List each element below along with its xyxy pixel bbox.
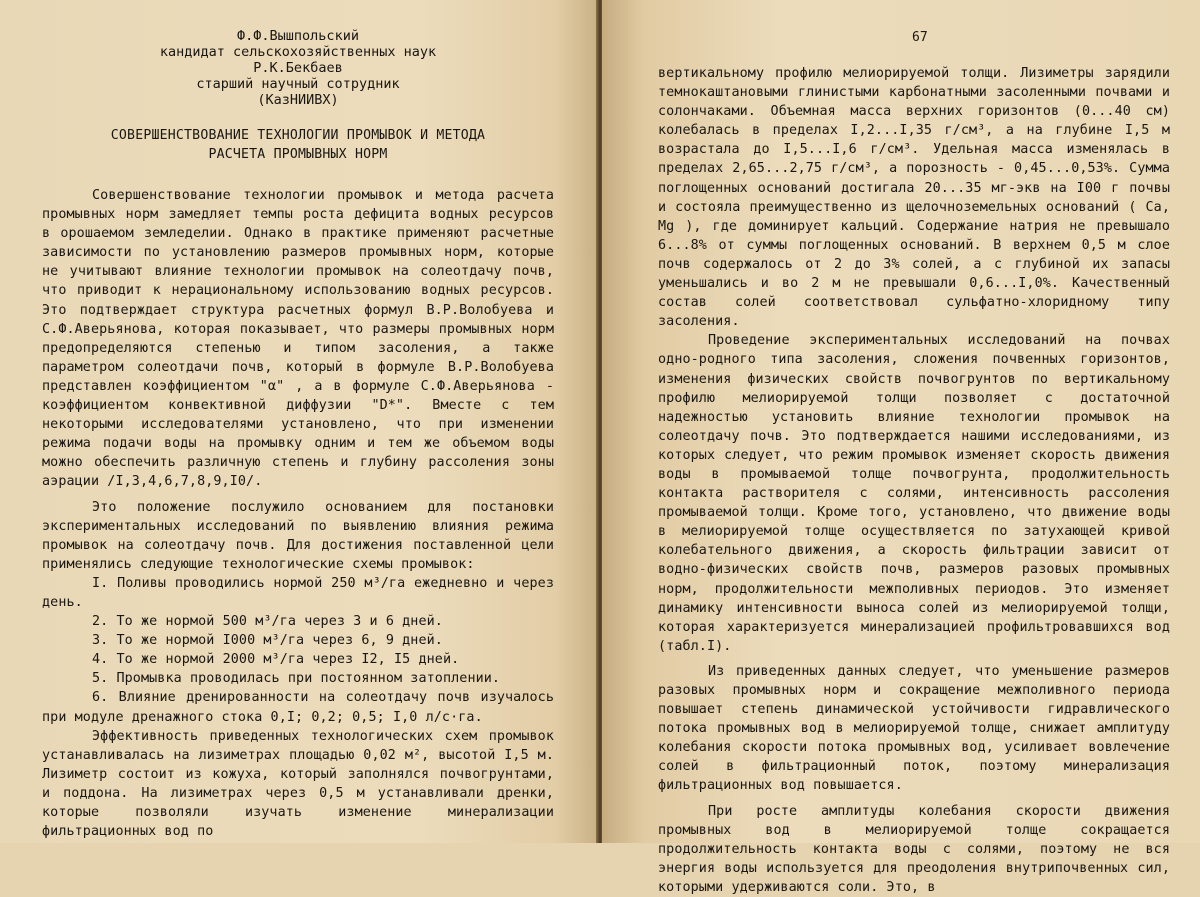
left-paragraph-2: Это положение послужило основанием для постановки экспериментальных исследований по выявлению влияния режима промывок на солеотдачу почв. Для достижения поставленной цели применялись следующие технологические схемы промывок: (42, 499, 554, 572)
author1-name: Ф.Ф.Вышпольский (237, 28, 359, 44)
list-item-6: 6. Влияние дренированности на солеотдачу почв изучалось при модуле дренажного стока 0,I; 0,2; 0,5; I,0 л/с·га. (42, 690, 554, 725)
left-paragraph-3: Эффективность приведенных технологических схем промывок устанавливалась на лизиметрах площадью 0,02 м², высотой I,5 м. Лизиметр состоит из кожуха, который заполнялся почвогрунтами, и поддона. На лизиметрах через 0,5 м устанавливали дренки, которые позволяли изучать изменение минерализации фильтрационных вод по (42, 728, 554, 840)
title-line-1: СОВЕРШЕНСТВОВАНИЕ ТЕХНОЛОГИИ ПРОМЫВОК И МЕТОДА (110, 128, 486, 143)
list-item-3: 3. То же нормой I000 м³/га через 6, 9 дней. (92, 633, 443, 649)
author1-title: кандидат сельскохозяйственных наук (159, 44, 437, 60)
author2-org: (КазНИИВХ) (257, 92, 339, 108)
list-item-1: I. Поливы проводились нормой 250 м³/га ежедневно и через день. (42, 575, 554, 610)
right-paragraph-2: Проведение экспериментальных исследований на почвах одно-родного типа засоления, сложения почвенных горизонтов, изменения физических свойств почвогрунтов по вертикальному профилю мелиорируемой толщи позволяет с достаточной надежностью установить влияние технологии промывок на солеотдачу почв. Это подтверждается нашими исследованиями, из которых следует, что режим промывок изменяет скорость движения воды в промываемой толще почвогрунта, продолжительность контакта растворителя с солями, интенсивность рассоления промываемой толщи. Кроме того, установлено, что движение воды в мелиорируемой толще осуществляется по затухающей кривой колебательного движения, а скорость фильтрации зависит от водно-физических свойств почв, размеров разовых промывных норм, продолжительности межполивных периодов. Это изменяет динамику интенсивности выноса солей из мелиорируемой толщи, которая характеризуется минерализацией профильтровавшихся вод (табл.I). (658, 333, 1170, 654)
right-paragraph-1: вертикальному профилю мелиорируемой толщи. Лизиметры зарядили темнокаштановыми глинистыми карбонатными засоленными почвами и солончаками. Объемная масса верхних горизонтов (0...40 см) колебалась в пределах I,2...I,35 г/см³, а на глубине I,5 м возрастала до I,5...I,6 г/см³. Удельная масса изменялась в пределах 2,65...2,75 г/см³, а порозность - 0,45...0,53%. Сумма поглощенных оснований достигала 20...35 мг-экв на I00 г почвы и состояла преимущественно из щелочноземельных оснований ( Ca, Mg ), где доминирует кальций. Содержание натрия не превышало 6...8% от суммы поглощенных оснований. В верхнем 0,5 м слое почв содержалось от 2 до 3% солей, а с глубиной их запасы уменьшались и во 2 м не превышали 0,6...I,0%. Качественный состав солей соответствовал сульфатно-хлоридному типу засоления. (658, 66, 1170, 330)
left-page (0, 0, 598, 843)
page-number: 67 (912, 30, 928, 45)
title-line-2: РАСЧЕТА ПРОМЫВНЫХ НОРМ (208, 147, 388, 162)
list-item-2: 2. То же нормой 500 м³/га через 3 и 6 дней. (92, 614, 443, 630)
right-page (602, 0, 1200, 895)
right-paragraph-4: При росте амплитуды колебания скорости движения промывных вод в мелиорируемой толще сокращается продолжительность контакта воды с солями, поэтому не вся энергия воды используется для преодоления внутрипочвенных сил, которыми удерживаются соли. Это, в (658, 803, 1170, 895)
left-paragraph-1: Совершенствование технологии промывок и метода расчета промывных норм замедляет темпы роста дефицита водных ресурсов в орошаемом земледелии. Однако в практике применяют расчетные зависимости по установлению размеров промывных норм, которые не учитывают влияние технологии промывок на солеотдачу почв, что приводит к нерациональному использованию водных ресурсов. Это подтверждает структура расчетных формул В.Р.Волобуева и С.Ф.Аверьянова, которая показывает, что размеры промывных норм предопределяются степенью и типом засоления, а также параметром солеотдачи почв, который в формуле В.Р.Волобуева представлен коэффициентом "α" , а в формуле С.Ф.Аверьянова - коэффициентом конвективной диффузии "D*". Вместе с тем некоторыми исследователями установлено, что при изменении режима подачи воды на промывку одним и тем же объемом воды можно обеспечить различную степень и глубину рассоления зоны аэрации /I,3,4,6,7,8,9,I0/. (42, 188, 554, 490)
list-item-4: 4. То же нормой 2000 м³/га через I2, I5 дней. (92, 652, 460, 668)
author2-name: Р.К.Бекбаев (253, 60, 343, 76)
author2-title: старший научный сотрудник (196, 76, 400, 92)
right-paragraph-3: Из приведенных данных следует, что уменьшение размеров разовых промывных норм и сокращение межполивного периода повышает степень динамической устойчивости гидравлического потока промывных вод в мелиорируемой толще, снижает амплитуду колебания скорости потока промывных вод, усиливает вовлечение солей в фильтрационный поток, поэтому минерализация фильтрационных вод повышается. (658, 663, 1170, 794)
list-item-5: 5. Промывка проводилась при постоянном затоплении. (92, 671, 501, 687)
article-title (42, 126, 554, 164)
